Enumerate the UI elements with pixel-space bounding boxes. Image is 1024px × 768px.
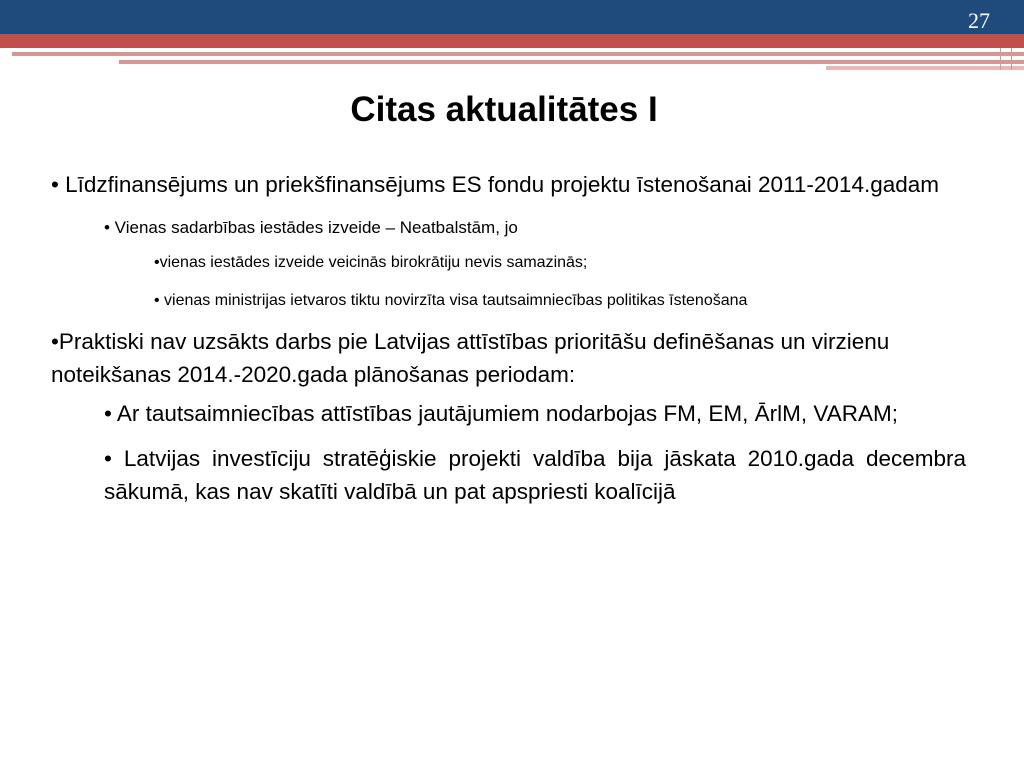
bullet-level3: • vienas ministrijas ietvaros tiktu novirzīta visa tautsaimniecības politikas īstenošana <box>154 292 748 309</box>
header-bar <box>0 0 1024 34</box>
slide-title: Citas aktualitātes I <box>350 90 658 129</box>
decorative-stripe <box>12 52 1024 56</box>
decorative-rules <box>1000 48 1024 70</box>
bullet-level2: • Ar tautsaimniecības attīstības jautājumiem nodarbojas FM, EM, ĀrlM, VARAM; <box>104 401 898 426</box>
decorative-stripe <box>826 66 1024 70</box>
bullet-level2: • Vienas sadarbības iestādes izveide – Neatbalstām, jo <box>104 218 518 237</box>
bullet-level1: •Praktiski nav uzsākts darbs pie Latvijas attīstības prioritāšu definēšanas un virzienu noteikšanas 2014.-2020.gada plānošanas periodam: <box>51 329 890 387</box>
slide-body <box>51 168 966 508</box>
slide-number: 27 <box>968 8 990 33</box>
bullet-level2: • Latvijas investīciju stratēģiskie projekti valdība bija jāskata 2010.gada decembra sākumā, kas nav skatīti valdībā un pat apspriesti koalīcijā <box>104 446 966 504</box>
header-accent-band <box>0 34 1024 48</box>
bullet-level3: •vienas iestādes izveide veicinās birokrātiju nevis samazinās; <box>154 254 588 271</box>
decorative-stripe <box>119 60 1024 64</box>
bullet-level1: • Līdzfinansējums un priekšfinansējums ES fondu projektu īstenošanai 2011-2014.gadam <box>51 172 940 197</box>
